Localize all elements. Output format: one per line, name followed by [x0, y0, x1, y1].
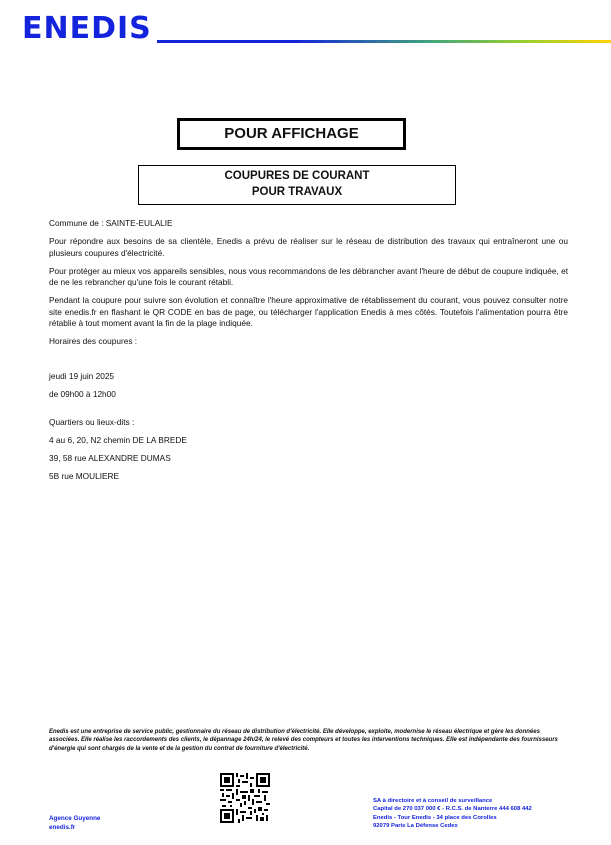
- legal-line: Enedis - Tour Enedis - 34 place des Corolles: [373, 814, 497, 821]
- location-item: 39, 58 rue ALEXANDRE DUMAS: [49, 453, 171, 464]
- brand-gradient-line: [157, 40, 611, 43]
- subtitle-line-2: POUR TRAVAUX: [251, 186, 343, 198]
- paragraph-needs: Pour répondre aux besoins de sa clientèle, Enedis a prévu de réaliser sur le réseau de distribution des travaux qui entraîneront une ou plusieurs coupures d'électricité.: [49, 235, 568, 258]
- outage-date: jeudi 19 juin 2025: [49, 371, 115, 382]
- schedule-label: Horaires des coupures :: [49, 336, 138, 347]
- subtitle-line-1: COUPURES DE COURANT: [224, 170, 370, 182]
- qr-code-icon[interactable]: [220, 773, 270, 823]
- paragraph-follow-up: Pendant la coupure pour suivre son évolution et connaître l'heure approximative de rétablissement du courant, vous pouvez consulter notre site enedis.fr en flashant le QR CODE en bas de page, ou télécharger l'application Enedis à mes côtés. Toutefois l'alimentation pourra être rétablie à tout moment avant la fin de la plage indiquée.: [49, 295, 568, 329]
- enedis-logo: ENEDIS: [22, 11, 152, 46]
- display-banner: POUR AFFICHAGE: [177, 118, 406, 150]
- location-item: 5B rue MOULIERE: [49, 471, 120, 482]
- agency-name: Agence Guyenne: [49, 815, 101, 822]
- paragraph-protection: Pour protéger au mieux vos appareils sensibles, nous vous recommandons de les débrancher avant l'heure de début de coupure indiquée, et de ne les rebrancher qu'une fois le courant rétabli.: [49, 265, 568, 288]
- agency-block: [49, 815, 100, 832]
- company-notice: Enedis est une entreprise de service public, gestionnaire du réseau de distribution d'électricité. Elle développe, exploite, modernise le réseau électrique et gère les données associées. Elle réalise les raccordements des clients, le dépannage 24h/24, le relevé des compteurs et toutes les interventions techniques. Elle est indépendante des fournisseurs d'énergie qui sont chargés de la vente et de la gestion du contrat de fourniture d'électricité.: [49, 729, 558, 752]
- locations-label: Quartiers ou lieux-dits :: [49, 417, 135, 428]
- legal-line: SA à directoire et à conseil de surveillance: [373, 798, 493, 804]
- notice-subtitle: [138, 165, 456, 205]
- notice-body: [49, 218, 568, 489]
- outage-time: de 09h00 à 12h00: [49, 389, 116, 400]
- website-link[interactable]: enedis.fr: [49, 823, 76, 831]
- legal-line: Capital de 270 037 000 € - R.C.S. de Nanterre 444 608 442: [373, 806, 532, 813]
- legal-line: 92079 Paris La Défense Cedex: [373, 822, 458, 829]
- commune-line: Commune de : SAINTE-EULALIE: [49, 218, 173, 228]
- location-item: 4 au 6, 20, N2 chemin DE LA BREDE: [49, 435, 187, 446]
- legal-info: [373, 797, 532, 830]
